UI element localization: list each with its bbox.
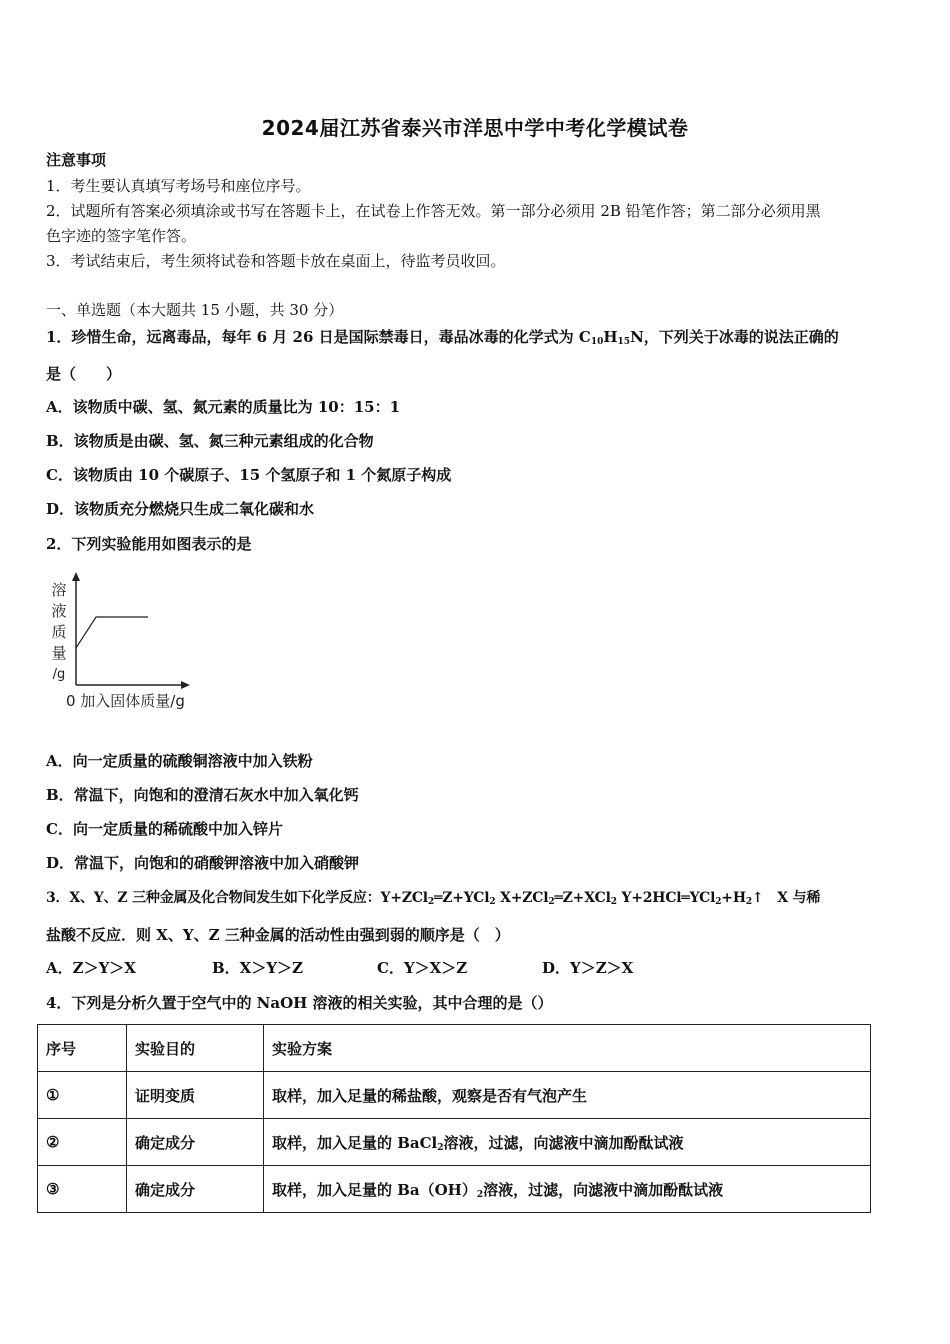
table-cell: 确定成分	[127, 1166, 264, 1213]
q3-part: 3．X、Y、Z 三种金属及化合物间发生如下化学反应：Y+ZCl	[46, 890, 428, 906]
q3-part: Y+2HCl═YCl	[616, 890, 716, 906]
table-cell: ③	[38, 1166, 127, 1213]
q1-option-a: A．该物质中碳、氢、氮元素的质量比为 10：15：1	[46, 398, 401, 416]
cell-text: 取样，加入足量的 Ba（OH）	[272, 1180, 477, 1199]
y-label-2: 液	[51, 602, 67, 620]
notice-heading: 注意事项	[46, 151, 107, 169]
table-header-cell: 实验目的	[127, 1025, 264, 1072]
y-label-1: 溶	[51, 581, 67, 599]
notice-item-2-cont: 色字迹的签字笔作答。	[46, 227, 197, 245]
y-label-unit: /g	[52, 667, 66, 682]
q1-option-c: C．该物质由 10 个碳原子、15 个氢原子和 1 个氮原子构成	[46, 466, 452, 484]
q1-stem-b: N，下列关于冰毒的说法正确的	[630, 328, 839, 346]
table-cell	[264, 1119, 871, 1166]
table-header-row	[38, 1025, 871, 1072]
q1-sub-c: 10	[590, 337, 604, 347]
q3-sub: 2	[715, 897, 722, 907]
table-row	[38, 1166, 871, 1213]
graph-curve	[76, 617, 148, 648]
y-label-4: 量	[51, 644, 67, 662]
q4-table	[37, 1024, 871, 1213]
q1-h: H	[603, 328, 618, 346]
y-axis-arrow-icon	[72, 572, 80, 581]
q2-stem: 2．下列实验能用如图表示的是	[46, 535, 252, 553]
q2-option-c: C．向一定质量的稀硫酸中加入锌片	[46, 820, 283, 838]
cell-sub: 2	[437, 1142, 444, 1153]
x-axis-arrow-icon	[181, 681, 190, 689]
section-heading: 一、单选题（本大题共 15 小题，共 30 分）	[46, 301, 344, 319]
q3-part: ↑ X 与稀	[751, 890, 821, 906]
q1-option-d: D．该物质充分燃烧只生成二氧化碳和水	[46, 500, 315, 518]
table-cell: 证明变质	[127, 1072, 264, 1119]
table-row	[38, 1072, 871, 1119]
q1-option-b: B．该物质是由碳、氢、氮三种元素组成的化合物	[46, 432, 374, 450]
table-cell	[264, 1166, 871, 1213]
cell-text: 取样，加入足量的 BaCl	[272, 1133, 438, 1152]
table-row	[38, 1119, 871, 1166]
q3-sub: 2	[548, 897, 555, 907]
q3-part: +H	[721, 890, 746, 906]
q4-stem: 4．下列是分析久置于空气中的 NaOH 溶液的相关实验，其中合理的是（）	[46, 994, 553, 1012]
q3-option-b: B．X＞Y＞Z	[212, 959, 303, 977]
q3-option-a: A．Z＞Y＞X	[46, 959, 136, 977]
q3-part: ═Z+XCl	[554, 890, 611, 906]
page-title: 2024届江苏省泰兴市洋思中学中考化学模试卷	[261, 116, 689, 140]
notice-item-2: 2．试题所有答案必须填涂或书写在答题卡上，在试卷上作答无效。第一部分必须用 2B 铅笔作答；第二部分必须用黑	[46, 202, 821, 220]
table-cell: 确定成分	[127, 1119, 264, 1166]
q2-option-b: B．常温下，向饱和的澄清石灰水中加入氧化钙	[46, 786, 359, 804]
table-header-cell: 序号	[38, 1025, 127, 1072]
q3-sub: 2	[489, 897, 496, 907]
q1-stem-a: 1．珍惜生命，远离毒品，每年 6 月 26 日是国际禁毒日，毒品冰毒的化学式为 C	[46, 328, 591, 346]
q3-sub: 2	[610, 897, 617, 907]
table-cell: 取样，加入足量的稀盐酸，观察是否有气泡产生	[264, 1072, 871, 1119]
table-cell: ①	[38, 1072, 127, 1119]
cell-sub: 2	[476, 1189, 484, 1200]
q3-option-d: D．Y＞Z＞X	[542, 959, 634, 977]
q3-part: X+ZCl	[495, 890, 549, 906]
q1-stem	[46, 327, 839, 352]
q2-option-a: A．向一定质量的硫酸铜溶液中加入铁粉	[46, 752, 313, 770]
q3-stem-cont: 盐酸不反应．则 X、Y、Z 三种金属的活动性由强到弱的顺序是（ ）	[46, 926, 510, 944]
q3-sub: 2	[427, 897, 434, 907]
y-label-3: 质	[51, 623, 67, 641]
table-header-cell: 实验方案	[264, 1025, 871, 1072]
q3-option-c: C．Y＞X＞Z	[377, 959, 468, 977]
cell-text: 溶液，过滤，向滤液中滴加酚酞试液	[443, 1133, 684, 1152]
notice-item-1: 1．考生要认真填写考场号和座位序号。	[46, 177, 311, 195]
q2-option-d: D．常温下，向饱和的硝酸钾溶液中加入硝酸钾	[46, 854, 360, 872]
q1-stem-cont: 是（ ）	[46, 365, 122, 383]
notice-item-3: 3．考试结束后，考生须将试卷和答题卡放在桌面上，待监考员收回。	[46, 252, 506, 270]
q3-stem	[46, 888, 820, 912]
q1-sub-h: 15	[617, 337, 631, 347]
table-cell: ②	[38, 1119, 127, 1166]
q2-graph	[44, 570, 214, 720]
q3-sub: 2	[745, 897, 752, 907]
x-label: 0 加入固体质量/g	[66, 692, 185, 710]
q3-part: ═Z+YCl	[433, 890, 490, 906]
cell-text: 溶液，过滤，向滤液中滴加酚酞试液	[483, 1180, 724, 1199]
